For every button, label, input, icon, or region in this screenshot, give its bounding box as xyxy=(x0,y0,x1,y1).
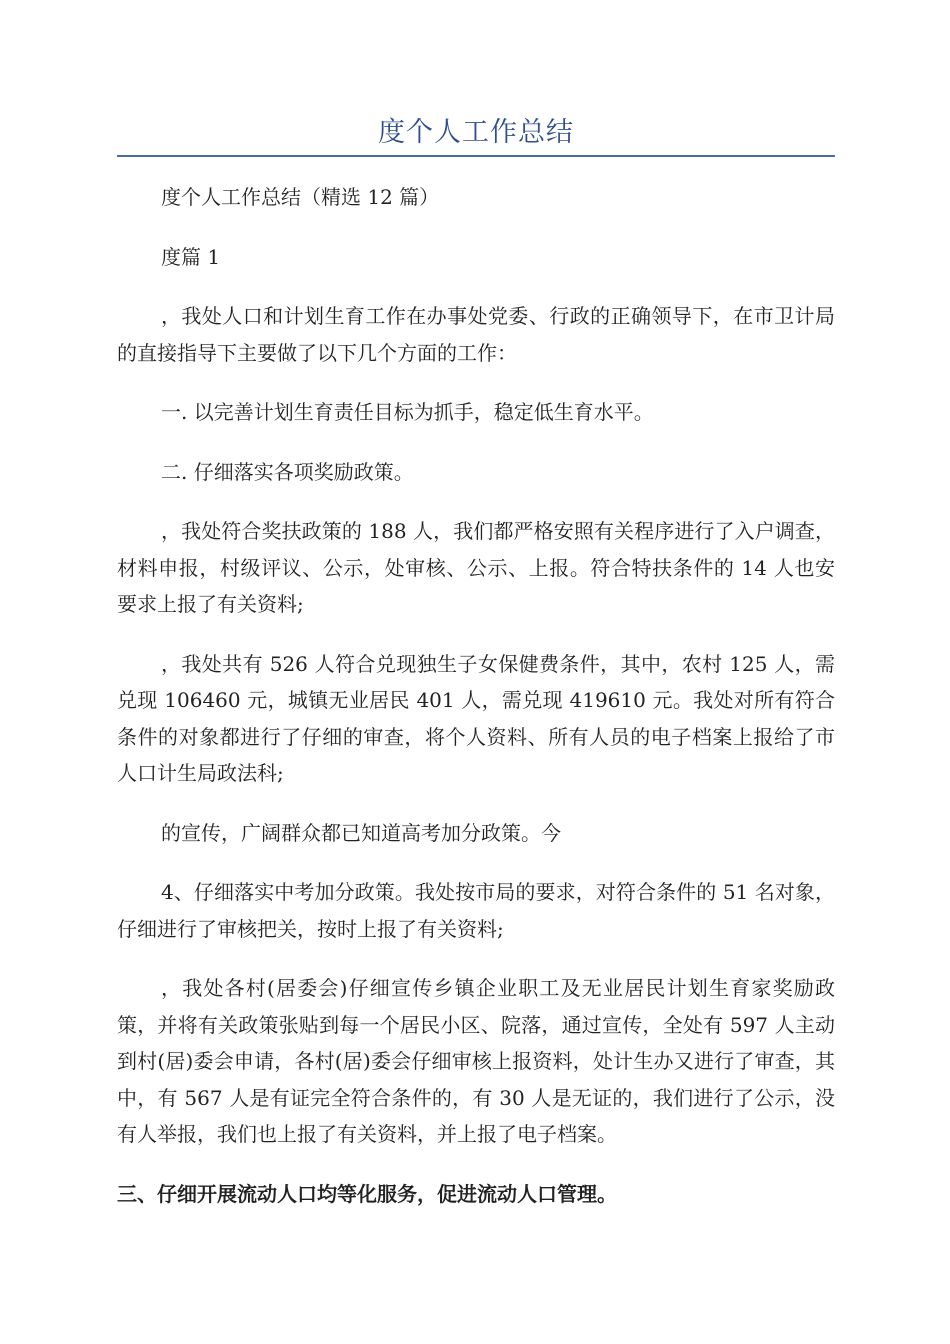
document-title: 度个人工作总结 xyxy=(378,117,574,148)
body-paragraph: ，我处人口和计划生育工作在办事处党委、行政的正确领导下，在市卫计局的直接指导下主要做了以下几个方面的工作： xyxy=(117,304,835,365)
body-paragraph: 4、仔细落实中考加分政策。我处按市局的要求，对符合条件的 51 名对象，仔细进行了审核把关，按时上报了有关资料; xyxy=(117,880,835,941)
subtitle-paragraph: 度个人工作总结（精选 12 篇） xyxy=(161,185,440,209)
body-paragraph: ，我处符合奖扶政策的 188 人，我们都严格安照有关程序进行了入户调查，材料申报，村级评议、公示，处审核、公示、上报。符合特扶条件的 14 人也安要求上报了有关资料; xyxy=(117,519,835,616)
article-label: 度篇 1 xyxy=(161,244,221,269)
document-body xyxy=(117,179,835,1212)
section-one-heading: 一. 以完善计划生育责任目标为抓手，稳定低生育水平。 xyxy=(161,400,654,424)
title-underline xyxy=(117,155,835,157)
section-three-heading: 三、仔细开展流动人口均等化服务，促进流动人口管理。 xyxy=(117,1181,617,1206)
body-paragraph: ，我处共有 526 人符合兑现独生子女保健费条件，其中，农村 125 人，需兑现 106460 元，城镇无业居民 401 人，需兑现 419610 元。我处对所有符合条件的对象都进行了仔细的审查，将个人资料、所有人员的电子档案上报给了市人口计生局政法科; xyxy=(117,651,835,785)
body-paragraph: 的宣传，广阔群众都已知道高考加分政策。今 xyxy=(161,820,561,845)
section-two-heading: 二. 仔细落实各项奖励政策。 xyxy=(161,459,414,484)
document-page xyxy=(117,0,835,1235)
body-paragraph: ，我处各村(居委会)仔细宣传乡镇企业职工及无业居民计划生育家奖励政策，并将有关政策张贴到每一个居民小区、院落，通过宣传，全处有 597 人主动到村(居)委会申请，各村(居)委会仔细审核上报资料，处计生办又进行了审查，其中，有 567 人是有证完全符合条件的，有 30 人是无证的，我们进行了公示，没有人举报，我们也上报了有关资料，并上报了电子档案。 xyxy=(117,976,835,1146)
